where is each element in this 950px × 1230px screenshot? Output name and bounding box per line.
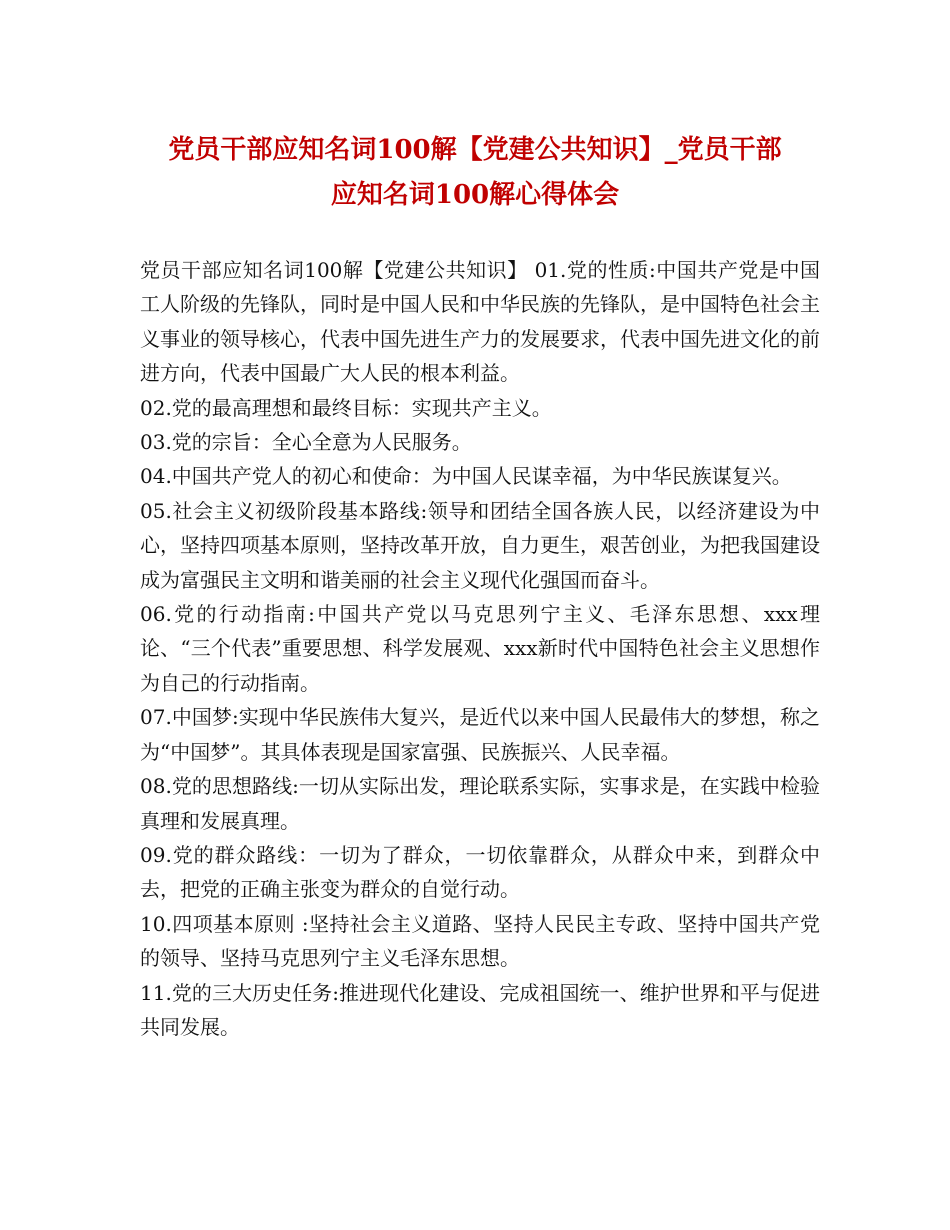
paragraph-03: 03.党的宗旨：全心全意为人民服务。 <box>140 430 472 455</box>
paragraph-08: 08.党的思想路线:一切从实际出发，理论联系实际，实事求是，在实践中检验真理和发展真理。 <box>140 774 820 833</box>
paragraph-10: 10.四项基本原则 :坚持社会主义道路、坚持人民民主专政、坚持中国共产党的领导、坚持马克思列宁主义毛泽东思想。 <box>140 911 820 971</box>
document-body <box>140 253 820 1044</box>
paragraph-11: 11.党的三大历史任务:推进现代化建设、完成祖国统一、维护世界和平与促进共同发展。 <box>140 980 820 1039</box>
paragraph-09: 09.党的群众路线：一切为了群众，一切依靠群众，从群众中来，到群众中去，把党的正确主张变为群众的自觉行动。 <box>140 842 820 902</box>
paragraph-06: 06.党的行动指南:中国共产党以马克思列宁主义、毛泽东思想、xxx理论、“三个代表”重要思想、科学发展观、xxx新时代中国特色社会主义思想作为自己的行动指南。 <box>140 602 820 695</box>
paragraph-intro-party-nature: 党员干部应知名词100解【党建公共知识】 01.党的性质:中国共产党是中国工人阶级的先锋队，同时是中国人民和中华民族的先锋队，是中国特色社会主义事业的领导核心，代表中国先进生产力的发展要求，代表中国先进文化的前进方向，代表中国最广大人民的根本利益。 <box>140 258 820 386</box>
paragraph-07: 07.中国梦:实现中华民族伟大复兴，是近代以来中国人民最伟大的梦想，称之为“中国梦”。其具体表现是国家富强、民族振兴、人民幸福。 <box>140 705 820 764</box>
paragraph-05: 05.社会主义初级阶段基本路线:领导和团结全国各族人民，以经济建设为中心，坚持四项基本原则，坚持改革开放，自力更生，艰苦创业，为把我国建设成为富强民主文明和谐美丽的社会主义现代化强国而奋斗。 <box>140 498 820 592</box>
paragraph-04: 04.中国共产党人的初心和使命：为中国人民谋幸福，为中华民族谋复兴。 <box>140 464 792 489</box>
document-title-line-1: 党员干部应知名词100解【党建公共知识】_党员干部 <box>168 135 782 165</box>
paragraph-02: 02.党的最高理想和最终目标：实现共产主义。 <box>140 395 552 420</box>
document-title-line-2: 应知名词100解心得体会 <box>330 180 620 210</box>
document-title <box>110 128 840 218</box>
